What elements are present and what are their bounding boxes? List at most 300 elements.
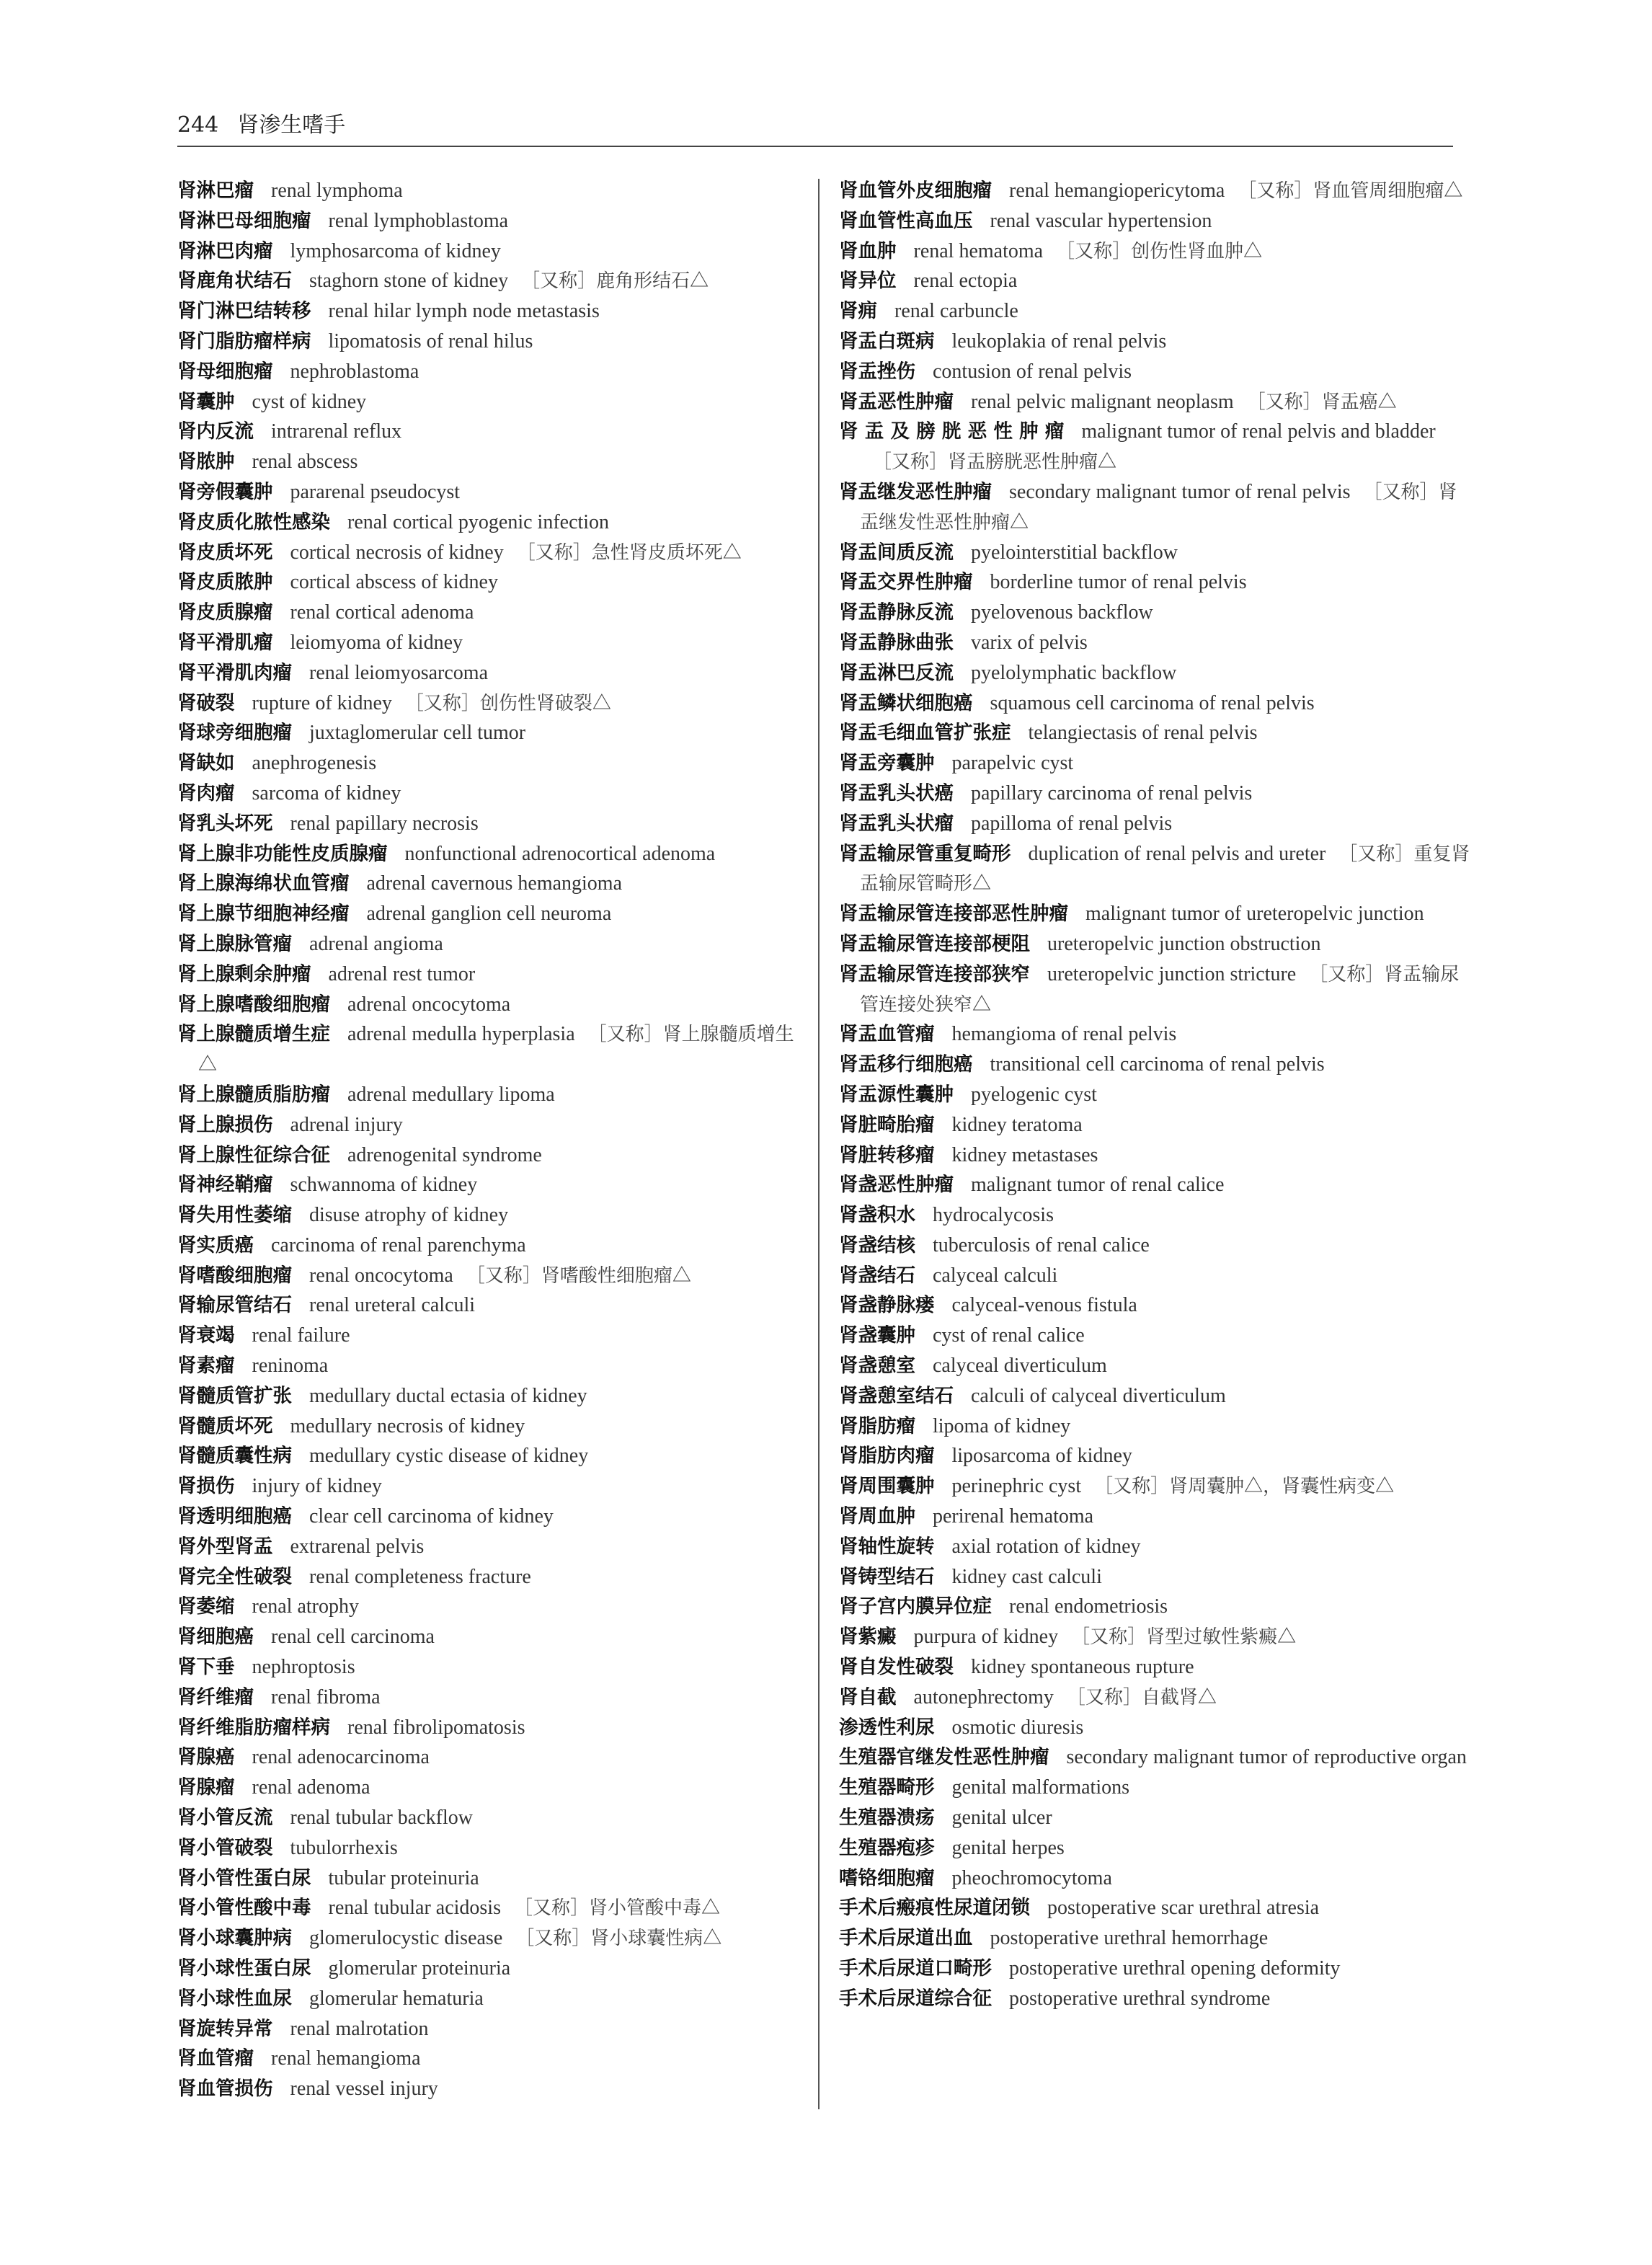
- term-english: renal malrotation: [290, 2017, 429, 2040]
- term-chinese: 肾上腺髓质脂肪瘤: [177, 1083, 330, 1106]
- glossary-entry: [177, 598, 809, 628]
- term-chinese: 肾自截: [839, 1685, 897, 1708]
- glossary-entry: [177, 809, 809, 839]
- term-chinese: 肾囊肿: [177, 390, 235, 413]
- term-english: osmotic diuresis: [951, 1716, 1084, 1739]
- term-english: renal cortical pyogenic infection: [347, 510, 610, 533]
- term-english: renal cortical adenoma: [290, 601, 474, 624]
- glossary-entry: [177, 990, 809, 1020]
- term-english: medullary ductal ectasia of kidney: [309, 1384, 587, 1407]
- term-english: glomerular hematuria: [309, 1987, 484, 2010]
- term-english: renal adenoma: [252, 1776, 370, 1799]
- term-english: telangiectasis of renal pelvis: [1028, 722, 1258, 745]
- term-english: adrenogenital syndrome: [347, 1143, 542, 1166]
- glossary-entry: [177, 658, 809, 688]
- term-english: nonfunctional adrenocortical adenoma: [404, 842, 716, 865]
- term-chinese: 肾盏静脉瘘: [839, 1294, 935, 1317]
- glossary-entry: [177, 839, 809, 869]
- glossary-entry: [177, 899, 809, 929]
- term-chinese: 肾小球性血尿: [177, 1987, 292, 2010]
- term-english: papilloma of renal pelvis: [971, 812, 1173, 835]
- term-english: genital malformations: [951, 1776, 1129, 1799]
- glossary-entry: [177, 1713, 809, 1743]
- term-english: tuberculosis of renal calice: [933, 1233, 1150, 1256]
- glossary-entry: [177, 1592, 809, 1622]
- term-english: pyelovenous backflow: [971, 601, 1153, 624]
- glossary-entry: [839, 538, 1470, 568]
- glossary-entry: [177, 296, 809, 327]
- term-chinese: 肾铸型结石: [839, 1565, 935, 1588]
- term-english: hemangioma of renal pelvis: [951, 1023, 1177, 1046]
- term-chinese: 肾盂输尿管连接部狭窄: [839, 962, 1030, 985]
- term-chinese: 肾完全性破裂: [177, 1565, 292, 1588]
- term-chinese: 肾脓肿: [177, 451, 235, 474]
- term-chinese: 肾血管性高血压: [839, 209, 973, 232]
- term-english: glomerulocystic disease: [309, 1927, 503, 1950]
- glossary-entry: [839, 748, 1470, 779]
- term-english: kidney teratoma: [951, 1113, 1083, 1136]
- term-chinese: 手术后尿道出血: [839, 1927, 973, 1950]
- glossary-entry: [177, 1411, 809, 1442]
- term-english: calyceal diverticulum: [933, 1355, 1107, 1378]
- term-chinese: 肾盂血管瘤: [839, 1023, 935, 1046]
- term-chinese: 肾皮质腺瘤: [177, 601, 273, 624]
- term-english: parapelvic cyst: [951, 752, 1074, 775]
- term-chinese: 肾盏结石: [839, 1264, 915, 1287]
- term-english: secondary malignant tumor of reproductive organ: [1066, 1746, 1467, 1769]
- glossary-entry: [839, 1170, 1470, 1200]
- term-alias: ［又称］肾周囊肿△，肾囊性病变△: [1094, 1476, 1395, 1497]
- left-column: [177, 176, 809, 2104]
- term-chinese: 肾盏恶性肿瘤: [839, 1174, 954, 1197]
- term-alias: ［又称］肾盂继发性恶性肿瘤△: [860, 481, 1457, 533]
- term-chinese: 肾 盂 及 膀 胱 恶 性 肿 瘤: [839, 420, 1065, 443]
- term-chinese: 肾盏憩室: [839, 1355, 915, 1378]
- term-alias: ［又称］鹿角形结石△: [521, 270, 709, 292]
- glossary-entry: [177, 538, 809, 568]
- term-chinese: 肾脏转移瘤: [839, 1143, 935, 1166]
- glossary-entry: [177, 1381, 809, 1411]
- term-chinese: 肾盂淋巴反流: [839, 661, 954, 684]
- term-chinese: 肾小管破裂: [177, 1836, 273, 1859]
- term-english: renal abscess: [252, 451, 358, 474]
- glossary-entry: [839, 1019, 1470, 1050]
- term-chinese: 肾盂恶性肿瘤: [839, 390, 954, 413]
- term-english: tubular proteinuria: [328, 1866, 479, 1889]
- term-chinese: 肾盂静脉反流: [839, 601, 954, 624]
- term-chinese: 生殖器畸形: [839, 1776, 935, 1799]
- glossary-entry: [839, 236, 1470, 267]
- term-chinese: 肾盂输尿管连接部梗阻: [839, 932, 1030, 955]
- glossary-entry: [177, 447, 809, 477]
- glossary-entry: [177, 2074, 809, 2104]
- term-chinese: 肾失用性萎缩: [177, 1204, 292, 1227]
- term-english: renal hematoma: [913, 239, 1044, 262]
- term-chinese: 肾平滑肌肉瘤: [177, 661, 292, 684]
- glossary-entry: [839, 176, 1470, 206]
- glossary-entry: [177, 1200, 809, 1231]
- glossary-entry: [177, 748, 809, 779]
- term-english: leukoplakia of renal pelvis: [951, 329, 1167, 353]
- term-english: malignant tumor of ureteropelvic junction: [1085, 903, 1424, 926]
- term-english: glomerular proteinuria: [328, 1957, 511, 1980]
- term-english: injury of kidney: [252, 1475, 382, 1498]
- term-english: papillary carcinoma of renal pelvis: [971, 781, 1253, 805]
- glossary-entry: [177, 1923, 809, 1954]
- term-alias: ［又称］肾小球囊性病△: [515, 1928, 722, 1949]
- term-english: renal lymphoblastoma: [328, 209, 509, 232]
- term-chinese: 肾血管损伤: [177, 2078, 273, 2101]
- glossary-entry: [177, 2014, 809, 2044]
- term-chinese: 肾破裂: [177, 691, 235, 714]
- term-chinese: 肾血管外皮细胞瘤: [839, 179, 992, 202]
- term-chinese: 肾小管反流: [177, 1807, 273, 1830]
- term-chinese: 肾下垂: [177, 1656, 235, 1679]
- term-english: purpura of kidney: [913, 1626, 1059, 1649]
- glossary-entry: [839, 1742, 1470, 1773]
- term-english: secondary malignant tumor of renal pelvis: [1009, 480, 1351, 503]
- term-chinese: 肾盂挫伤: [839, 360, 915, 383]
- glossary-entry: [177, 357, 809, 387]
- term-english: rupture of kidney: [252, 691, 392, 714]
- term-chinese: 肾淋巴母细胞瘤: [177, 209, 311, 232]
- term-english: schwannoma of kidney: [290, 1174, 478, 1197]
- glossary-entry: [177, 628, 809, 658]
- term-chinese: 肾门脂肪瘤样病: [177, 329, 311, 353]
- glossary-entry: [839, 1140, 1470, 1171]
- term-english: perinephric cyst: [951, 1475, 1082, 1498]
- glossary-entry: [177, 327, 809, 357]
- glossary-entry: [177, 869, 809, 899]
- term-chinese: 肾淋巴瘤: [177, 179, 254, 202]
- term-english: renal ectopia: [913, 270, 1018, 293]
- term-english: renal atrophy: [252, 1595, 359, 1618]
- term-english: cortical abscess of kidney: [290, 571, 498, 594]
- term-chinese: 肾上腺剩余肿瘤: [177, 962, 311, 985]
- glossary-entry: [839, 628, 1470, 658]
- term-chinese: 肾素瘤: [177, 1355, 235, 1378]
- term-chinese: 肾脂肪肉瘤: [839, 1445, 935, 1468]
- glossary-entry: [839, 206, 1470, 236]
- glossary-entry: [839, 718, 1470, 748]
- term-english: renal failure: [252, 1324, 350, 1347]
- term-chinese: 肾上腺损伤: [177, 1113, 273, 1136]
- glossary-entry: [839, 266, 1470, 296]
- term-chinese: 肾异位: [839, 270, 897, 293]
- glossary-entry: [177, 1954, 809, 1984]
- term-english: transitional cell carcinoma of renal pelvis: [990, 1053, 1325, 1076]
- term-chinese: 肾盂毛细血管扩张症: [839, 722, 1011, 745]
- term-english: adrenal injury: [290, 1113, 403, 1136]
- right-column: [839, 176, 1470, 2014]
- glossary-entry: [177, 1261, 809, 1291]
- page-number: 244: [177, 112, 219, 138]
- glossary-entry: [177, 1833, 809, 1863]
- term-english: renal vascular hypertension: [990, 209, 1212, 232]
- glossary-entry: [177, 1502, 809, 1532]
- term-english: calyceal calculi: [933, 1264, 1058, 1287]
- term-english: renal hilar lymph node metastasis: [328, 300, 600, 323]
- term-english: sarcoma of kidney: [252, 781, 401, 805]
- glossary-entry: [839, 598, 1470, 628]
- term-chinese: 肾纤维脂肪瘤样病: [177, 1716, 330, 1739]
- term-chinese: 肾球旁细胞瘤: [177, 722, 292, 745]
- glossary-entry: [839, 1773, 1470, 1803]
- glossary-entry: [839, 1411, 1470, 1442]
- term-alias: ［又称］自截肾△: [1066, 1686, 1217, 1708]
- glossary-entry: [839, 1984, 1470, 2014]
- glossary-entry: [177, 1863, 809, 1894]
- term-english: ureteropelvic junction stricture: [1047, 962, 1297, 985]
- term-chinese: 肾平滑肌瘤: [177, 631, 273, 654]
- term-chinese: 手术后尿道口畸形: [839, 1957, 992, 1980]
- term-chinese: 肾外型肾盂: [177, 1535, 273, 1558]
- glossary-entry: [839, 1683, 1470, 1713]
- glossary-entry: [839, 1893, 1470, 1923]
- term-chinese: 肾小球性蛋白尿: [177, 1957, 311, 1980]
- term-chinese: 肾肉瘤: [177, 781, 235, 805]
- term-chinese: 肾萎缩: [177, 1595, 235, 1618]
- glossary-entry: [177, 417, 809, 447]
- term-english: kidney spontaneous rupture: [971, 1656, 1194, 1679]
- glossary-entry: [177, 1984, 809, 2014]
- term-chinese: 肾盂输尿管连接部恶性肿瘤: [839, 903, 1068, 926]
- term-alias: ［又称］肾血管周细胞瘤△: [1238, 180, 1463, 201]
- term-english: renal pelvic malignant neoplasm: [971, 390, 1234, 413]
- glossary-entry: [177, 1683, 809, 1713]
- glossary-entry: [177, 1231, 809, 1261]
- term-english: lipomatosis of renal hilus: [328, 329, 533, 353]
- term-english: renal tubular backflow: [290, 1807, 473, 1830]
- term-english: adrenal medulla hyperplasia: [347, 1023, 575, 1046]
- term-english: contusion of renal pelvis: [933, 360, 1132, 383]
- glossary-entry: [177, 1080, 809, 1110]
- term-english: postoperative scar urethral atresia: [1047, 1897, 1320, 1920]
- term-chinese: 肾损伤: [177, 1475, 235, 1498]
- glossary-entry: [839, 959, 1470, 1020]
- term-chinese: 肾血管瘤: [177, 2047, 254, 2070]
- term-chinese: 肾盏积水: [839, 1204, 915, 1227]
- glossary-entry: [839, 809, 1470, 839]
- glossary-entry: [839, 1622, 1470, 1652]
- term-english: adrenal ganglion cell neuroma: [366, 903, 612, 926]
- term-english: renal hemangioma: [271, 2047, 421, 2070]
- glossary-entry: [839, 1502, 1470, 1532]
- term-english: renal lymphoma: [271, 179, 403, 202]
- header-rule: [177, 146, 1453, 147]
- term-english: duplication of renal pelvis and ureter: [1028, 842, 1326, 865]
- term-chinese: 肾盂乳头状瘤: [839, 812, 954, 835]
- term-chinese: 肾上腺非功能性皮质腺瘤: [177, 842, 388, 865]
- glossary-entry: [177, 176, 809, 206]
- glossary-entry: [177, 1742, 809, 1773]
- term-chinese: 肾盏囊肿: [839, 1324, 915, 1347]
- glossary-entry: [177, 1773, 809, 1803]
- term-english: renal ureteral calculi: [309, 1294, 476, 1317]
- term-english: calyceal-venous fistula: [951, 1294, 1137, 1317]
- term-alias: ［又称］创伤性肾破裂△: [404, 692, 611, 714]
- term-english: renal tubular acidosis: [328, 1897, 501, 1920]
- book-title: 肾渗生嗜手: [237, 112, 346, 138]
- term-chinese: 生殖器疱疹: [839, 1836, 935, 1859]
- term-chinese: 肾小管性蛋白尿: [177, 1866, 311, 1889]
- term-english: renal fibrolipomatosis: [347, 1716, 525, 1739]
- term-chinese: 肾盂源性囊肿: [839, 1083, 954, 1106]
- glossary-entry: [839, 1954, 1470, 1984]
- glossary-entry: [177, 1321, 809, 1351]
- term-alias: ［又称］重复肾盂输尿管畸形△: [860, 843, 1470, 895]
- glossary-entry: [177, 959, 809, 990]
- term-english: disuse atrophy of kidney: [309, 1204, 509, 1227]
- term-english: adrenal angioma: [309, 932, 443, 955]
- term-chinese: 生殖器溃疡: [839, 1807, 935, 1830]
- term-chinese: 肾盂继发恶性肿瘤: [839, 480, 992, 503]
- term-chinese: 肾盂静脉曲张: [839, 631, 954, 654]
- term-chinese: 肾小管性酸中毒: [177, 1897, 311, 1920]
- term-chinese: 肾周围囊肿: [839, 1475, 935, 1498]
- term-alias: ［又称］创伤性肾血肿△: [1056, 240, 1263, 262]
- term-chinese: 肾上腺性征综合征: [177, 1143, 330, 1166]
- glossary-entry: [839, 1562, 1470, 1592]
- glossary-entry: [839, 1833, 1470, 1863]
- term-chinese: 肾嗜酸细胞瘤: [177, 1264, 292, 1287]
- column-divider: [818, 179, 820, 2109]
- term-chinese: 生殖器官继发性恶性肿瘤: [839, 1746, 1049, 1769]
- term-english: ureteropelvic junction obstruction: [1047, 932, 1321, 955]
- glossary-entry: [839, 839, 1470, 900]
- term-english: lymphosarcoma of kidney: [290, 239, 501, 262]
- glossary-entry: [839, 688, 1470, 719]
- term-chinese: 肾内反流: [177, 420, 254, 443]
- running-header: [177, 107, 1453, 138]
- term-english: adrenal medullary lipoma: [347, 1083, 555, 1106]
- glossary-entry: [177, 2044, 809, 2074]
- term-english: pyelolymphatic backflow: [971, 661, 1177, 684]
- term-chinese: 肾门淋巴结转移: [177, 300, 311, 323]
- term-chinese: 肾盂乳头状癌: [839, 781, 954, 805]
- glossary-entry: [839, 929, 1470, 959]
- glossary-entry: [177, 718, 809, 748]
- term-english: medullary cystic disease of kidney: [309, 1445, 589, 1468]
- term-alias: ［又称］肾盂输尿管连接处狭窄△: [860, 963, 1460, 1015]
- term-english: cyst of renal calice: [933, 1324, 1085, 1347]
- glossary-entry: [839, 357, 1470, 387]
- glossary-entry: [839, 1261, 1470, 1291]
- term-chinese: 肾盂输尿管重复畸形: [839, 842, 1011, 865]
- term-chinese: 肾旋转异常: [177, 2017, 273, 2040]
- term-chinese: 肾盂旁囊肿: [839, 752, 935, 775]
- term-english: renal carbuncle: [894, 300, 1018, 323]
- term-chinese: 肾血肿: [839, 239, 897, 262]
- glossary-entry: [177, 779, 809, 809]
- term-chinese: 肾缺如: [177, 752, 235, 775]
- term-chinese: 渗透性利尿: [839, 1716, 935, 1739]
- term-alias: ［又称］肾盂癌△: [1246, 391, 1397, 412]
- term-chinese: 肾盏憩室结石: [839, 1384, 954, 1407]
- term-english: medullary necrosis of kidney: [290, 1414, 525, 1437]
- glossary-entry: [839, 1200, 1470, 1231]
- glossary-entry: [839, 1351, 1470, 1381]
- term-english: renal oncocytoma: [309, 1264, 453, 1287]
- term-english: adrenal rest tumor: [328, 962, 476, 985]
- glossary-entry: [177, 1622, 809, 1652]
- glossary-entry: [177, 1019, 809, 1080]
- glossary-entry: [177, 1170, 809, 1200]
- term-chinese: 肾皮质化脓性感染: [177, 510, 330, 533]
- glossary-entry: [177, 688, 809, 719]
- glossary-entry: [839, 1290, 1470, 1321]
- term-english: carcinoma of renal parenchyma: [271, 1233, 526, 1256]
- term-english: renal papillary necrosis: [290, 812, 479, 835]
- term-english: renal vessel injury: [290, 2078, 438, 2101]
- term-english: pyelointerstitial backflow: [971, 541, 1178, 564]
- term-english: axial rotation of kidney: [951, 1535, 1141, 1558]
- term-chinese: 肾旁假囊肿: [177, 480, 273, 503]
- term-alias: ［又称］肾嗜酸性细胞瘤△: [466, 1264, 691, 1286]
- term-english: leiomyoma of kidney: [290, 631, 463, 654]
- glossary-entry: [839, 899, 1470, 929]
- glossary-entry: [839, 1532, 1470, 1562]
- term-chinese: 肾透明细胞癌: [177, 1505, 292, 1528]
- term-english: anephrogenesis: [252, 752, 377, 775]
- glossary-entry: [177, 236, 809, 267]
- term-chinese: 肾衰竭: [177, 1324, 235, 1347]
- term-chinese: 肾皮质坏死: [177, 541, 273, 564]
- term-english: lipoma of kidney: [933, 1414, 1071, 1437]
- term-chinese: 肾周血肿: [839, 1505, 915, 1528]
- term-english: hydrocalycosis: [933, 1204, 1054, 1227]
- glossary-entry: [839, 1441, 1470, 1471]
- term-alias: ［又称］肾上腺髓质增生△: [198, 1024, 794, 1076]
- glossary-entry: [177, 266, 809, 296]
- term-chinese: 肾子宫内膜异位症: [839, 1595, 992, 1618]
- glossary-entry: [839, 477, 1470, 538]
- term-english: borderline tumor of renal pelvis: [990, 571, 1247, 594]
- term-english: renal endometriosis: [1009, 1595, 1168, 1618]
- term-chinese: 手术后尿道综合征: [839, 1987, 992, 2010]
- glossary-entry: [839, 417, 1470, 477]
- term-english: renal adenocarcinoma: [252, 1746, 430, 1769]
- glossary-entry: [839, 1110, 1470, 1140]
- glossary-entry: [839, 1592, 1470, 1622]
- term-english: perirenal hematoma: [933, 1505, 1094, 1528]
- term-chinese: 肾盂交界性肿瘤: [839, 571, 973, 594]
- glossary-entry: [177, 1532, 809, 1562]
- term-chinese: 肾脏畸胎瘤: [839, 1113, 935, 1136]
- term-chinese: 肾上腺髓质增生症: [177, 1023, 330, 1046]
- term-chinese: 手术后瘢痕性尿道闭锁: [839, 1897, 1030, 1920]
- term-alias: ［又称］肾盂膀胱恶性肿瘤△: [873, 451, 1117, 473]
- glossary-entry: [839, 1923, 1470, 1954]
- term-chinese: 肾盏结核: [839, 1233, 915, 1256]
- term-chinese: 肾淋巴肉瘤: [177, 239, 273, 262]
- term-english: varix of pelvis: [971, 631, 1088, 654]
- term-alias: ［又称］急性肾皮质坏死△: [516, 541, 742, 563]
- glossary-entry: [177, 567, 809, 598]
- term-english: squamous cell carcinoma of renal pelvis: [990, 691, 1315, 714]
- term-english: postoperative urethral hemorrhage: [990, 1927, 1269, 1950]
- term-chinese: 肾细胞癌: [177, 1626, 254, 1649]
- glossary-entry: [177, 1803, 809, 1833]
- term-english: pyelogenic cyst: [971, 1083, 1097, 1106]
- glossary-entry: [839, 1321, 1470, 1351]
- glossary-entry: [177, 1441, 809, 1471]
- term-chinese: 肾髓质囊性病: [177, 1445, 292, 1468]
- term-english: clear cell carcinoma of kidney: [309, 1505, 554, 1528]
- term-english: pheochromocytoma: [951, 1866, 1112, 1889]
- glossary-entry: [839, 1471, 1470, 1502]
- term-chinese: 肾皮质脓肿: [177, 571, 273, 594]
